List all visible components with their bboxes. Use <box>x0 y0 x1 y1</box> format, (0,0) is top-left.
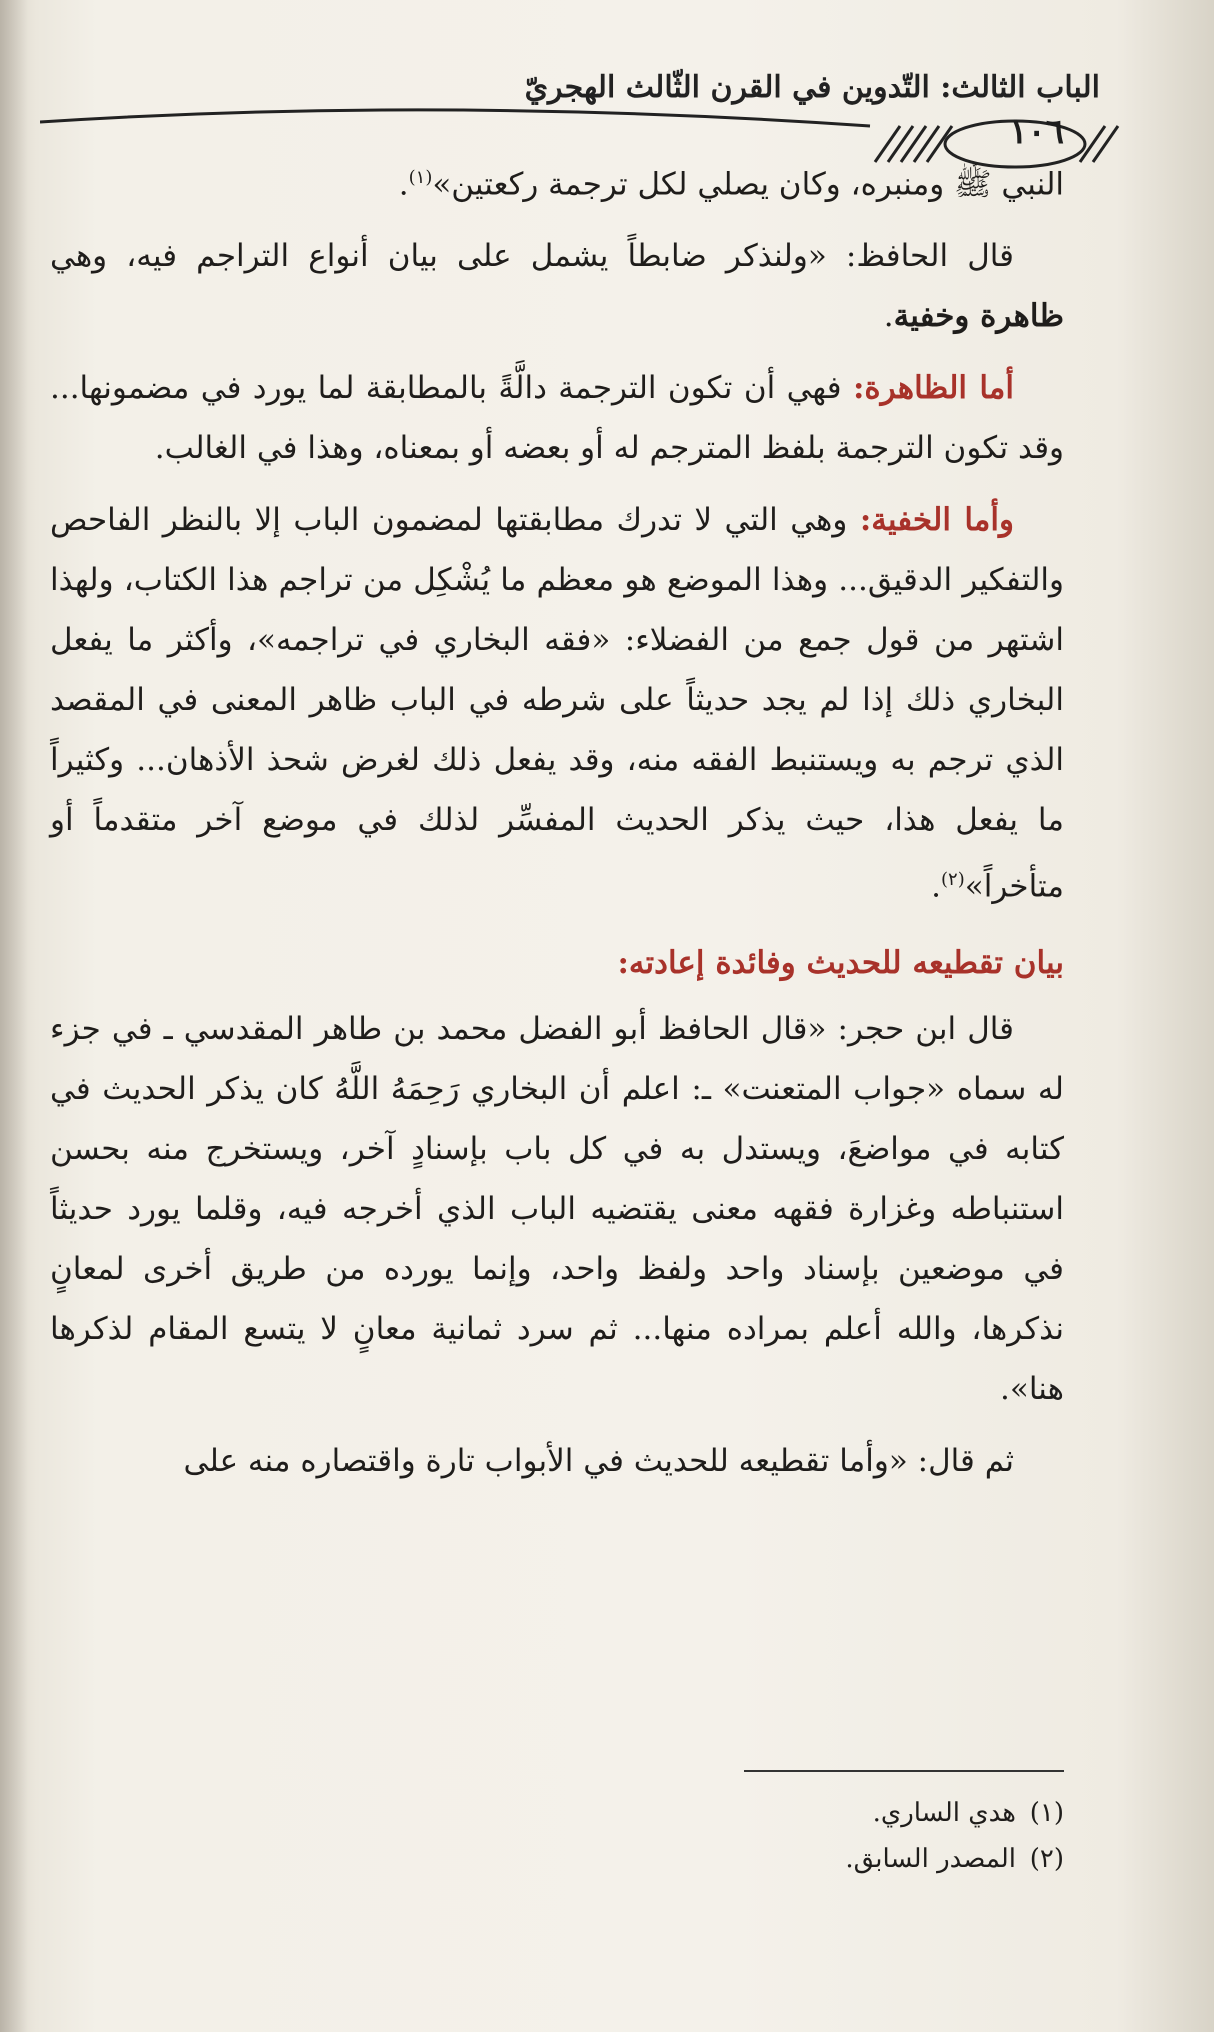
footnote-2-text: المصدر السابق. <box>845 1844 1016 1874</box>
paragraph-3-text: فهي أن تكون الترجمة دالَّةً بالمطابقة لما يورد في مضمونها... وقد تكون الترجمة بلفظ المترجم له أو بعضه أو بمعناه، وهذا في الغالب. <box>50 370 1064 467</box>
paragraph-2-bold: ظاهرة وخفية <box>893 298 1064 335</box>
running-title: الباب الثالث: التّدوين في القرن الثّالث الهجريّ <box>524 70 1100 105</box>
paragraph-6 <box>50 1431 1064 1491</box>
footnotes <box>364 1790 1064 1882</box>
paragraph-5-text: قال ابن حجر: «قال الحافظ أبو الفضل محمد بن طاهر المقدسي ـ في جزء له سماه «جواب المتعنت» ـ: اعلم أن البخاري رَحِمَهُ اللَّهُ كان يذكر الحديث في كتابه في مواضعَ، ويستدل به في كل باب بإسنادٍ آخر، ويستخرج منه بحسن استنباطه وغزارة فقهه معنى يقتضيه الباب الذي أخرجه فيه، وقلما يورد حديثاً في موضعين بإسناد واحد ولفظ واحد، وإنما يورده من طريق أخرى لمعانٍ نذكرها، والله أعلم بمراده منها... ثم سرد ثمانية معانٍ لا يتسع المقام لذكرها هنا». <box>50 1010 1064 1407</box>
footnote-ref-2: (٢) <box>941 869 965 891</box>
section-heading: بيان تقطيعه للحديث وفائدة إعادته: <box>617 944 1064 981</box>
paragraph-4 <box>50 490 1064 916</box>
page-gutter-shadow <box>0 0 28 2032</box>
footnote-1-text: هدي الساري. <box>872 1798 1016 1828</box>
paragraph-1-end: . <box>398 166 409 203</box>
footnote-2 <box>364 1836 1064 1882</box>
header-curve <box>40 110 870 126</box>
paragraph-2 <box>50 226 1064 346</box>
paragraph-2-end: . <box>883 298 894 335</box>
paragraph-1-text: النبي ﷺ ومنبره، وكان يصلي لكل ترجمة ركعتين» <box>432 166 1064 203</box>
paragraph-5 <box>50 999 1064 1419</box>
main-text <box>50 148 1064 1503</box>
paragraph-1 <box>50 148 1064 214</box>
footnote-divider <box>744 1770 1064 1772</box>
paragraph-4-text: وهي التي لا تدرك مطابقتها لمضمون الباب إلا بالنظر الفاحص والتفكير الدقيق... وهذا الموضع هو معظم ما يُشْكِل من تراجم هذا الكتاب، ولهذا اشتهر من قول جمع من الفضلاء: «فقه البخاري في تراجمه»، وأكثر ما يفعل البخاري ذلك إذا لم يجد حديثاً على شرطه في الباب ظاهر المعنى في المقصد الذي ترجم به ويستنبط الفقه منه، وقد يفعل ذلك لغرض شحذ الأذهان... وكثيراً ما يفعل هذا، حيث يذكر الحديث المفسِّر لذلك في موضع آخر متقدماً أو متأخراً» <box>50 502 1064 905</box>
paragraph-3-label: أما الظاهرة: <box>852 370 1014 407</box>
footnote-1 <box>364 1790 1064 1836</box>
footnote-ref-1: (١) <box>408 167 433 188</box>
paragraph-6-text: ثم قال: «وأما تقطيعه للحديث في الأبواب تارة واقتصاره منه على <box>183 1442 1014 1479</box>
paragraph-3 <box>50 358 1064 478</box>
page-number: ١٠٦ <box>1009 112 1064 152</box>
paragraph-4-label: وأما الخفية: <box>859 502 1014 539</box>
footnote-2-number: (٢) <box>1029 1844 1064 1874</box>
footnote-1-number: (١) <box>1029 1798 1064 1828</box>
paragraph-4-end: . <box>931 868 941 905</box>
paragraph-2-text: قال الحافظ: «ولنذكر ضابطاً يشمل على بيان أنواع التراجم فيه، وهي <box>50 238 1014 275</box>
